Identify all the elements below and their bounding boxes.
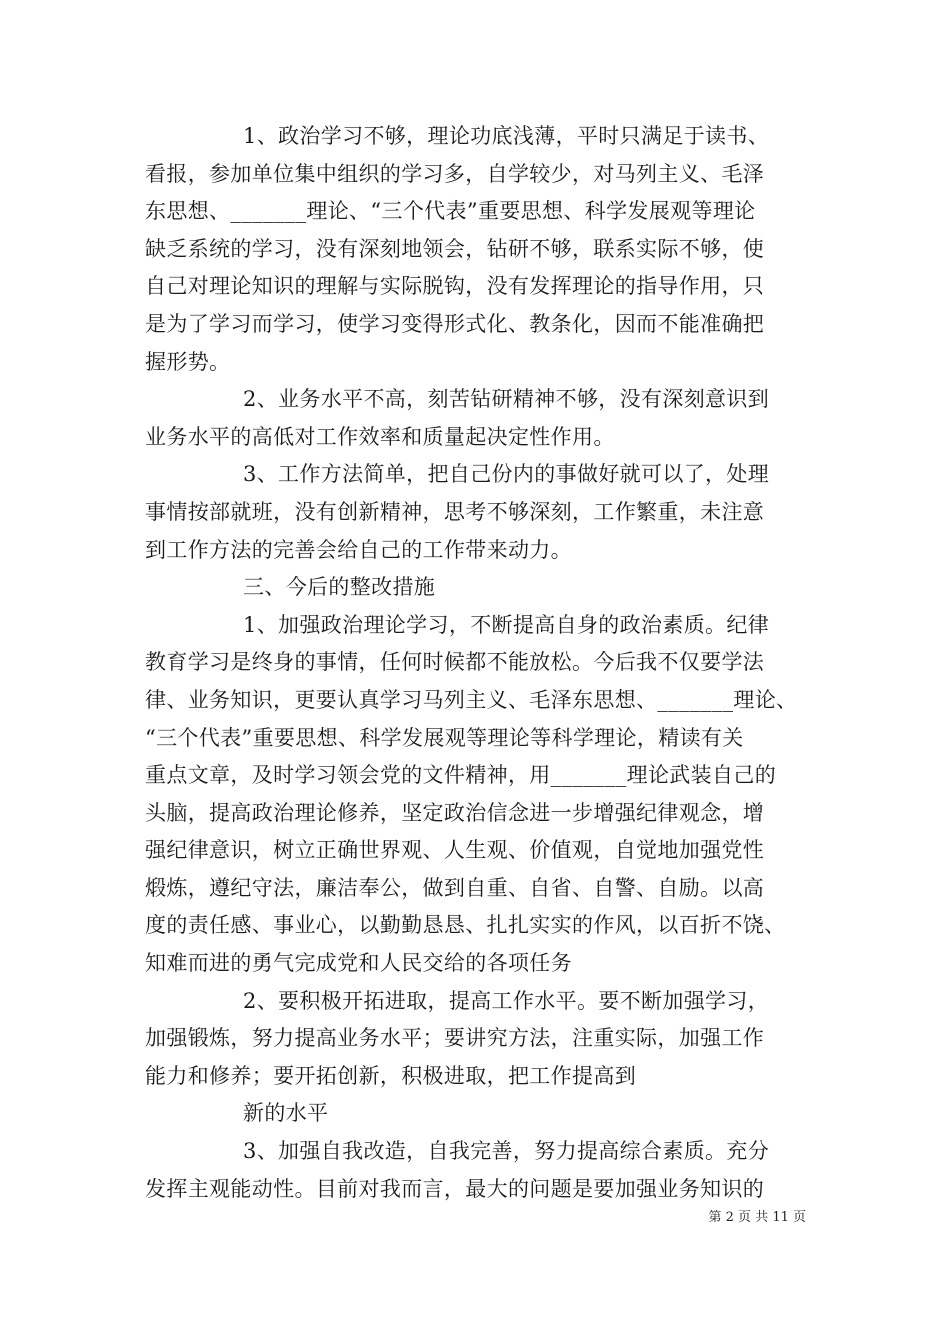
text-line: 3、工作方法简单，把自己份内的事做好就可以了，处理: [243, 462, 770, 487]
text-line: 到工作方法的完善会给自己的工作带来动力。: [145, 537, 572, 562]
text-line: 教育学习是终身的事情，任何时候都不能放松。今后我不仅要学法: [145, 650, 765, 675]
text-line: 握形势。: [145, 349, 231, 374]
text-line: 重点文章，及时学习领会党的文件精神，用_______理论武装自己的: [145, 763, 777, 788]
text-line: 发挥主观能动性。目前对我而言，最大的问题是要加强业务知识的: [145, 1176, 765, 1201]
text-line: 头脑，提高政治理论修养，坚定政治信念进一步增强纪律观念，增: [145, 800, 765, 825]
text-line: 加强锻炼，努力提高业务水平；要讲究方法，注重实际，加强工作: [145, 1026, 765, 1051]
text-line: 业务水平的高低对工作效率和质量起决定性作用。: [145, 424, 615, 449]
page-number: 第 2 页 共 11 页: [708, 1210, 806, 1225]
section-heading: 三、今后的整改措施: [243, 575, 436, 600]
text-line: “三个代表”重要思想、科学发展观等理论等科学理论，精读有关: [145, 725, 744, 750]
text-line: 2、业务水平不高，刻苦钻研精神不够，没有深刻意识到: [243, 387, 770, 412]
text-line: 能力和修养；要开拓创新，积极进取，把工作提高到: [145, 1063, 637, 1088]
text-line: 自己对理论知识的理解与实际脱钩，没有发挥理论的指导作用，只: [145, 274, 765, 299]
text-line: 东思想、_______理论、“三个代表”重要思想、科学发展观等理论: [145, 199, 756, 224]
text-line: 强纪律意识，树立正确世界观、人生观、价值观，自觉地加强党性: [145, 838, 765, 863]
text-line: 煅炼，遵纪守法，廉洁奉公，做到自重、自省、自警、自励。以高: [145, 875, 765, 900]
text-line: 看报，参加单位集中组织的学习多，自学较少，对马列主义、毛泽: [145, 161, 765, 186]
text-line: 是为了学习而学习，使学习变得形式化、教条化，因而不能准确把: [145, 311, 765, 336]
document-body: [145, 118, 807, 1208]
text-line: 知难而进的勇气完成党和人民交给的各项任务: [145, 951, 572, 976]
text-line: 事情按部就班，没有创新精神，思考不够深刻，工作繁重，未注意: [145, 499, 765, 524]
text-line: 新的水平: [243, 1101, 329, 1126]
text-line: 度的责任感、事业心，以勤勤恳恳、扎扎实实的作风，以百折不饶、: [145, 913, 786, 938]
text-line: 2、要积极开拓进取，提高工作水平。要不断加强学习，: [243, 988, 770, 1013]
text-line: 3、加强自我改造，自我完善，努力提高综合素质。充分: [243, 1139, 770, 1164]
text-line: 1、加强政治理论学习，不断提高自身的政治素质。纪律: [243, 612, 770, 637]
text-line: 缺乏系统的学习，没有深刻地领会，钻研不够，联系实际不够，使: [145, 236, 765, 261]
text-line: 律、业务知识，更要认真学习马列主义、毛泽东思想、_______理论、: [145, 687, 798, 712]
text-line: 1、政治学习不够，理论功底浅薄，平时只满足于读书、: [243, 124, 770, 148]
